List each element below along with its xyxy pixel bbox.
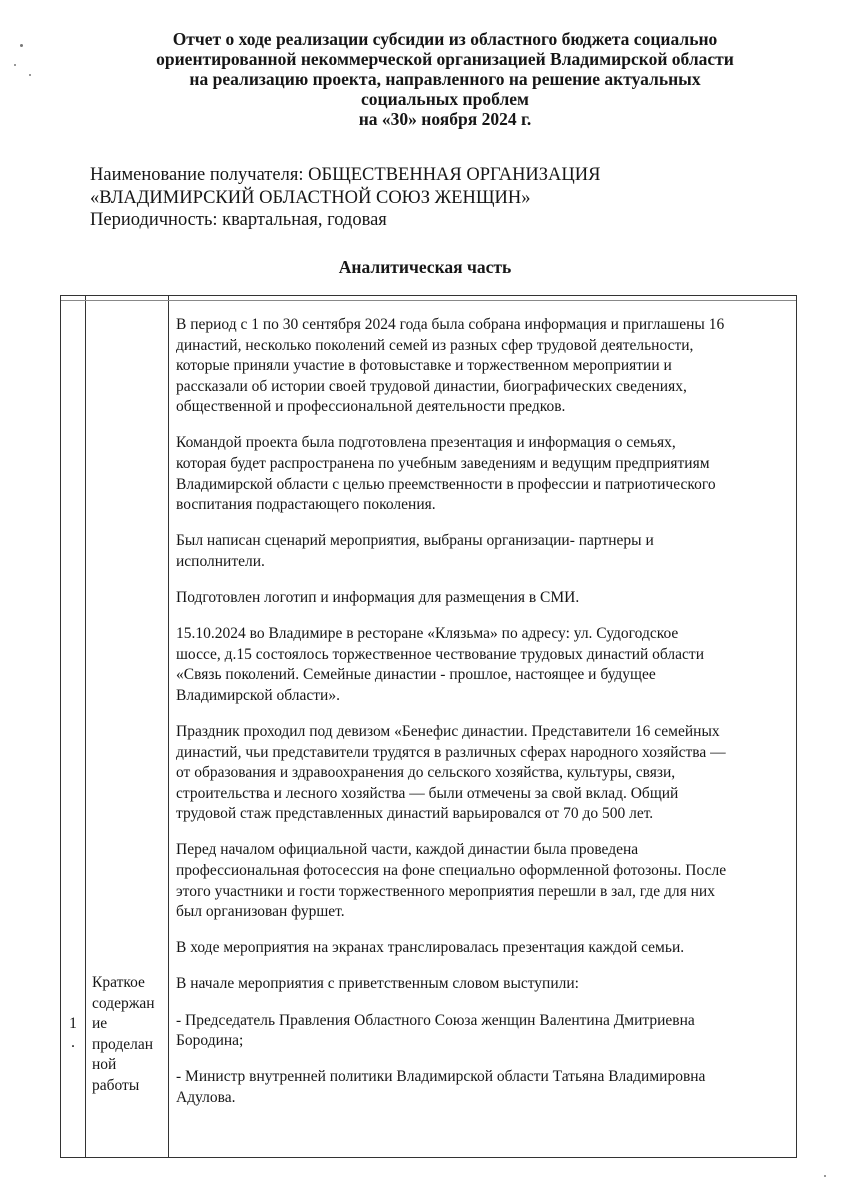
content-line: исполнители. [176,552,265,570]
content-line: строительства и лесного хозяйства — были отмечены за свой вклад. Общий [176,784,679,802]
scan-speck [20,44,23,47]
content-line: шоссе, д.15 состоялось торжественное чествование трудовых династий области [176,645,704,663]
content-line: Подготовлен логотип и информация для размещения в СМИ. [176,589,580,607]
row-number: 1 . [69,1015,77,1051]
content-paragraph [176,588,791,609]
content-line: этого участники и гости торжественного мероприятия перешли в зал, где для них [176,882,715,900]
section-title: Аналитическая часть [338,257,512,277]
table-column-divider [168,296,169,1157]
content-line: Праздник проходил под девизом «Бенефис династии. Представители 16 семейных [176,723,720,740]
content-line: Бородина; [176,1032,244,1050]
content-paragraph [176,315,791,418]
scan-speck [29,74,31,76]
content-line: Адулова. [176,1088,236,1106]
content-line: - Министр внутренней политики Владимирской области Татьяна Владимировна [176,1068,706,1086]
content-line: профессиональная фотосессия на фоне специально оформленной фотозоны. После [176,862,727,880]
content-line: воспитания подрастающего поколения. [176,496,436,514]
content-line: династий, чьи представители трудятся в различных сферах народного хозяйства — [176,743,726,761]
recipient-name-line: Наименование получателя: ОБЩЕСТВЕННАЯ ОРГАНИЗАЦИЯ [90,165,601,185]
content-line: которые приняли участие в фотовыставке и торжественном мероприятии и [176,357,672,375]
title-line: на реализацию проекта, направленного на решение актуальных [189,69,701,89]
scan-speck [14,64,16,66]
content-line: «Связь поколений. Семейные династии - прошлое, настоящее и будущее [176,666,656,684]
content-line: Владимирской области с целью преемственности в профессии и патриотического [176,475,716,493]
content-line: - Председатель Правления Областного Союза женщин Валентина Дмитриевна [176,1011,695,1029]
content-paragraph [176,974,791,995]
title-line: социальных проблем [361,89,529,109]
report-title [95,29,795,129]
content-paragraph [176,1011,791,1052]
content-line: В период с 1 по 30 сентября 2024 года была собрана информация и приглашены 16 [176,316,725,333]
content-line: от образования и здравоохранения до сельского хозяйства, культуры, связи, [176,764,676,782]
content-line: В начале мероприятия с приветственным словом выступили: [176,975,579,993]
content-line: рассказали об истории своей трудовой династии, биографических сведениях, [176,377,687,395]
content-paragraph [176,722,791,825]
recipient-block [90,164,790,232]
content-line: В ходе мероприятия на экранах транслировалась презентация каждой семьи. [176,939,685,957]
content-line: Командой проекта была подготовлена презентация и информация о семьях, [176,434,676,452]
content-paragraph [176,531,791,572]
content-line: общественной и профессиональной деятельности предков. [176,398,566,416]
row-content [176,315,791,1124]
row-label: Краткое содержан ие проделан ной работы [92,974,155,1094]
content-line: династий, несколько поколений семей из разных сфер трудовой деятельности, [176,336,694,354]
scan-speck [824,1175,826,1177]
table-column-divider [85,296,86,1157]
title-date-line: на «30» ноября 2024 г. [358,109,532,129]
content-line: Был написан сценарий мероприятия, выбраны организации- партнеры и [176,532,654,550]
content-line: 15.10.2024 во Владимире в ресторане «Клязьма» по адресу: ул. Судогодское [176,625,679,643]
content-line: был организован фуршет. [176,903,345,921]
analytics-table [60,295,797,1158]
content-paragraph [176,1067,791,1108]
title-line: Отчет о ходе реализации субсидии из областного бюджета социально [172,29,718,49]
content-line: Перед началом официальной части, каждой династии была проведена [176,841,639,859]
periodicity-line: Периодичность: квартальная, годовая [90,210,387,230]
title-line: ориентированной некоммерческой организацией Владимирской области [156,49,734,69]
recipient-name-line: «ВЛАДИМИРСКИЙ ОБЛАСТНОЙ СОЮЗ ЖЕНЩИН» [90,187,531,208]
content-paragraph [176,840,791,922]
content-line: которая будет распространена по учебным заведениям и ведущим предприятиям [176,455,710,473]
content-paragraph [176,624,791,706]
content-paragraph [176,938,791,959]
content-paragraph [176,433,791,515]
content-line: трудовой стаж представленных династий варьировался от 70 до 500 лет. [176,805,654,823]
content-line: Владимирской области». [176,686,340,704]
